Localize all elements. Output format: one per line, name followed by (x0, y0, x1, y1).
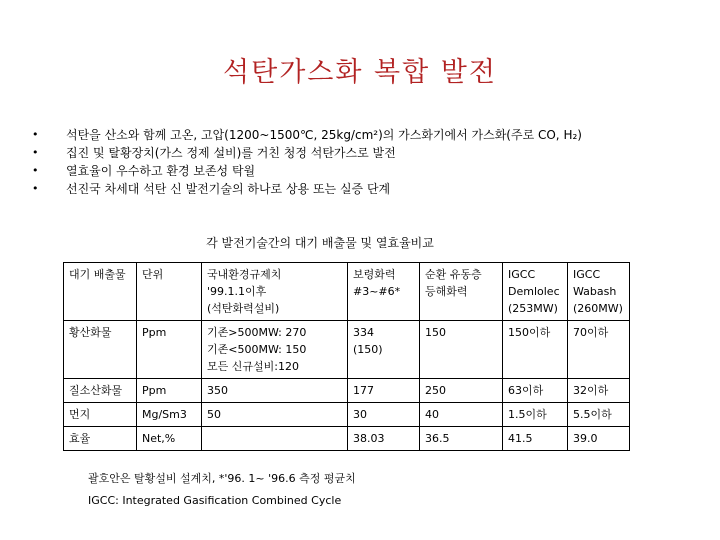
table-cell: 150 (420, 321, 503, 379)
table-header-cell: 대기 배출물 (64, 263, 137, 321)
table-cell (202, 427, 348, 451)
table-cell: 41.5 (503, 427, 568, 451)
table-cell: 먼지 (64, 403, 137, 427)
table-header-cell: 순환 유동층 등해화력 (420, 263, 503, 321)
table-cell: 350 (202, 379, 348, 403)
table-cell: 39.0 (568, 427, 630, 451)
table-row (64, 379, 630, 403)
table-cell: 30 (348, 403, 420, 427)
table-cell: 150이하 (503, 321, 568, 379)
table-cell: Ppm (137, 379, 202, 403)
table-cell: Net,% (137, 427, 202, 451)
table-header-cell: 국내환경규제치 '99.1.1이후 (석탄화력설비) (202, 263, 348, 321)
bullet-item (32, 180, 582, 198)
table-cell: 36.5 (420, 427, 503, 451)
table-header-cell: IGCC Demlolec (253MW) (503, 263, 568, 321)
bullet-item (32, 144, 582, 162)
table-cell: 질소산화물 (64, 379, 137, 403)
bullet-text: 선진국 차세대 석탄 신 발전기술의 하나로 상용 또는 실증 단계 (66, 182, 391, 196)
comparison-table (63, 262, 630, 451)
table-cell: Ppm (137, 321, 202, 379)
note-igcc: IGCC: Integrated Gasification Combined Cycle (88, 494, 342, 507)
bullet-item (32, 162, 582, 180)
table-caption: 각 발전기술간의 대기 배출물 및 열효율비교 (206, 236, 434, 250)
bullet-dot: • (32, 182, 39, 195)
table-cell: 250 (420, 379, 503, 403)
table-row (64, 321, 630, 379)
table-header-cell: IGCC Wabash (260MW) (568, 263, 630, 321)
bullet-text: 석탄을 산소와 함께 고온, 고압(1200~1500℃, 25kg/cm²)의 가스화기에서 가스화(주로 CO, H₂) (66, 128, 582, 142)
table-cell: 32이하 (568, 379, 630, 403)
table-cell: Mg/Sm3 (137, 403, 202, 427)
table-cell: 황산화물 (64, 321, 137, 379)
table-header-cell: 단위 (137, 263, 202, 321)
table-cell: 기존>500MW: 270 기존<500MW: 150 모든 신규설비:120 (202, 321, 348, 379)
bullet-dot: • (32, 164, 39, 177)
table-row (64, 427, 630, 451)
bullet-text: 열효율이 우수하고 환경 보존성 탁월 (66, 164, 256, 178)
table-cell: 177 (348, 379, 420, 403)
bullet-dot: • (32, 128, 39, 141)
table-cell: 40 (420, 403, 503, 427)
table-cell: 1.5이하 (503, 403, 568, 427)
table-header-cell: 보령화력 #3~#6* (348, 263, 420, 321)
table-cell: 38.03 (348, 427, 420, 451)
table-cell: 334 (150) (348, 321, 420, 379)
bullet-text: 집진 및 탈황장치(가스 정제 설비)를 거친 청정 석탄가스로 발전 (66, 146, 396, 160)
page-title: 석탄가스화 복합 발전 (223, 57, 497, 88)
note-bracket: 괄호안은 탈황설비 설계치, *'96. 1~ '96.6 측정 평균치 (88, 472, 356, 485)
bullet-list (32, 126, 582, 198)
table-cell: 63이하 (503, 379, 568, 403)
table-header-row (64, 263, 630, 321)
bullet-dot: • (32, 146, 39, 159)
table-row (64, 403, 630, 427)
table-cell: 50 (202, 403, 348, 427)
bullet-item (32, 126, 582, 144)
table-cell: 70이하 (568, 321, 630, 379)
table-cell: 효율 (64, 427, 137, 451)
table-cell: 5.5이하 (568, 403, 630, 427)
